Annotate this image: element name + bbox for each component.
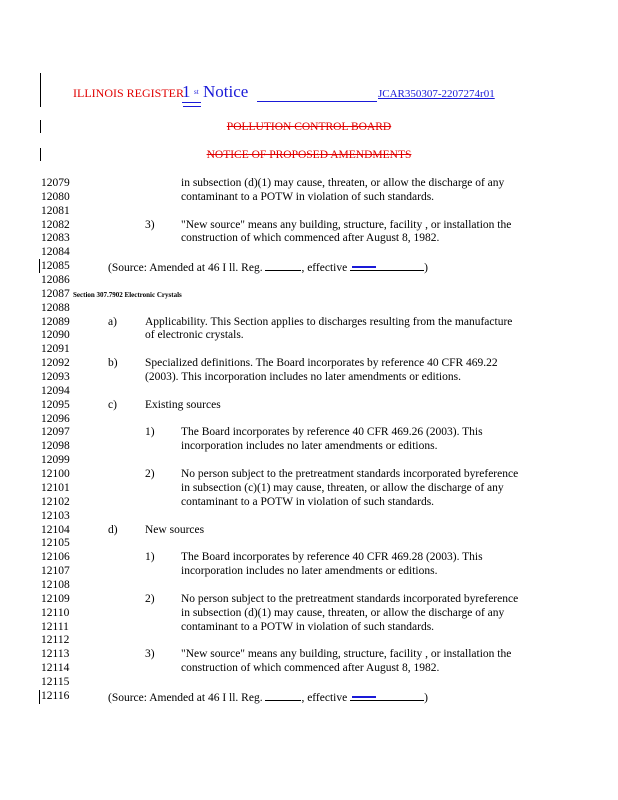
line-number: 12103 (41, 509, 70, 522)
line-number: 12088 (41, 301, 70, 314)
line-number: 12082 (41, 218, 70, 231)
line-number: 12116 (41, 689, 70, 702)
body-text: New sources (145, 523, 205, 536)
line-number: 12086 (41, 274, 70, 287)
notice-label: Notice (203, 82, 249, 101)
list-marker: 3) (145, 648, 155, 661)
line-number: 12081 (41, 204, 70, 217)
line-number: 12095 (41, 398, 70, 411)
line-number: 12091 (41, 343, 70, 356)
source-note-text: (Source: Amended at 46 I ll. Reg. (108, 691, 263, 704)
line-number: 12112 (41, 634, 70, 647)
body-text: construction of which commenced after August 8, 1982. (181, 232, 440, 245)
body-text: "New source" means any building, structure, facility , or installation the (181, 648, 512, 661)
page-number: 1 (182, 82, 191, 101)
line-number: 12101 (41, 481, 70, 494)
body-text: in subsection (c)(1) may cause, threaten, or allow the discharge of any (181, 481, 504, 494)
list-marker: d) (108, 523, 118, 536)
line-number: 12080 (41, 190, 70, 203)
line-number: 12084 (41, 246, 70, 259)
line-number: 12097 (41, 426, 70, 439)
line-number: 12083 (41, 232, 70, 245)
line-number: 12115 (41, 675, 70, 688)
line-number: 12109 (41, 592, 70, 605)
source-effective-label: , effective (301, 262, 348, 275)
change-bar (39, 690, 40, 704)
body-text: construction of which commenced after August 8, 1982. (181, 662, 440, 675)
line-number: 12108 (41, 578, 70, 591)
effective-date-blank (350, 690, 424, 701)
body-text: Applicability. This Section applies to discharges resulting from the manufacture (145, 315, 513, 328)
line-number: 12094 (41, 384, 70, 397)
body-text: Existing sources (145, 398, 221, 411)
line-number: 12105 (41, 537, 70, 550)
line-number: 12090 (41, 329, 70, 342)
line-number: 12099 (41, 454, 70, 467)
line-number: 12114 (41, 662, 70, 675)
line-number: 12085 (41, 260, 70, 273)
line-number: 12098 (41, 440, 70, 453)
line-number: 12093 (41, 371, 70, 384)
line-number: 12100 (41, 468, 70, 481)
change-bar (40, 73, 41, 107)
source-close-paren: ) (424, 691, 428, 704)
effective-date-blank (350, 260, 424, 271)
line-number: 12087 (41, 287, 70, 300)
list-marker: 2) (145, 592, 155, 605)
line-number: 12111 (41, 620, 69, 633)
body-text: contaminant to a POTW in violation of such standards. (181, 620, 435, 633)
body-text: contaminant to a POTW in violation of such standards. (181, 190, 435, 203)
body-text: incorporation includes no later amendments or editions. (181, 440, 438, 453)
header-underline (257, 101, 377, 102)
reg-number-blank (265, 690, 301, 701)
body-text: in subsection (d)(1) may cause, threaten, or allow the discharge of any (181, 177, 505, 189)
reg-number-blank (265, 260, 301, 271)
list-marker: 2) (145, 468, 155, 481)
agency-title: POLLUTION CONTROL BOARD (226, 121, 392, 133)
body-text: Specialized definitions. The Board incorporates by reference 40 CFR 469.22 (145, 357, 498, 370)
list-marker: b) (108, 357, 118, 370)
list-marker: a) (108, 315, 117, 328)
body-text: The Board incorporates by reference 40 CFR 469.26 (2003). This (181, 426, 483, 439)
line-number: 12079 (41, 177, 70, 189)
document-id: JCAR350307-2207274r01 (378, 88, 495, 100)
line-number: 12110 (41, 606, 70, 619)
line-number: 12089 (41, 315, 70, 328)
body-text: in subsection (d)(1) may cause, threaten, or allow the discharge of any (181, 606, 505, 619)
line-number: 12107 (41, 565, 70, 578)
line-number: 12106 (41, 551, 70, 564)
body-text: No person subject to the pretreatment standards incorporated byreference (181, 592, 519, 605)
source-close-paren: ) (424, 262, 428, 275)
line-number: 12102 (41, 495, 70, 508)
body-text: The Board incorporates by reference 40 CFR 469.28 (2003). This (181, 551, 483, 564)
source-effective-label: , effective (301, 691, 348, 704)
body-text: "New source" means any building, structure, facility , or installation the (181, 218, 512, 231)
list-marker: c) (108, 398, 117, 411)
source-note-text: (Source: Amended at 46 I ll. Reg. (108, 262, 263, 275)
body-text: contaminant to a POTW in violation of such standards. (181, 495, 435, 508)
list-marker: 1) (145, 551, 155, 564)
page-number-superscript: st (194, 88, 199, 96)
register-label: ILLINOIS REGISTER (73, 86, 184, 100)
source-note (108, 260, 428, 274)
notice-type-title: NOTICE OF PROPOSED AMENDMENTS (206, 149, 412, 161)
line-number: 12092 (41, 357, 70, 370)
body-text: (2003). This incorporation includes no later amendments or editions. (145, 371, 461, 384)
source-note (108, 690, 428, 704)
change-bar (39, 259, 40, 273)
line-number: 12096 (41, 412, 70, 425)
body-text: incorporation includes no later amendments or editions. (181, 565, 438, 578)
body-text: of electronic crystals. (145, 329, 244, 342)
header-double-rule (183, 102, 201, 107)
body-text: No person subject to the pretreatment standards incorporated byreference (181, 468, 519, 481)
section-heading: Section 307.7902 Electronic Crystals (73, 290, 182, 299)
line-number: 12113 (41, 648, 70, 661)
list-marker: 3) (145, 218, 155, 231)
line-number: 12104 (41, 523, 70, 536)
list-marker: 1) (145, 426, 155, 439)
